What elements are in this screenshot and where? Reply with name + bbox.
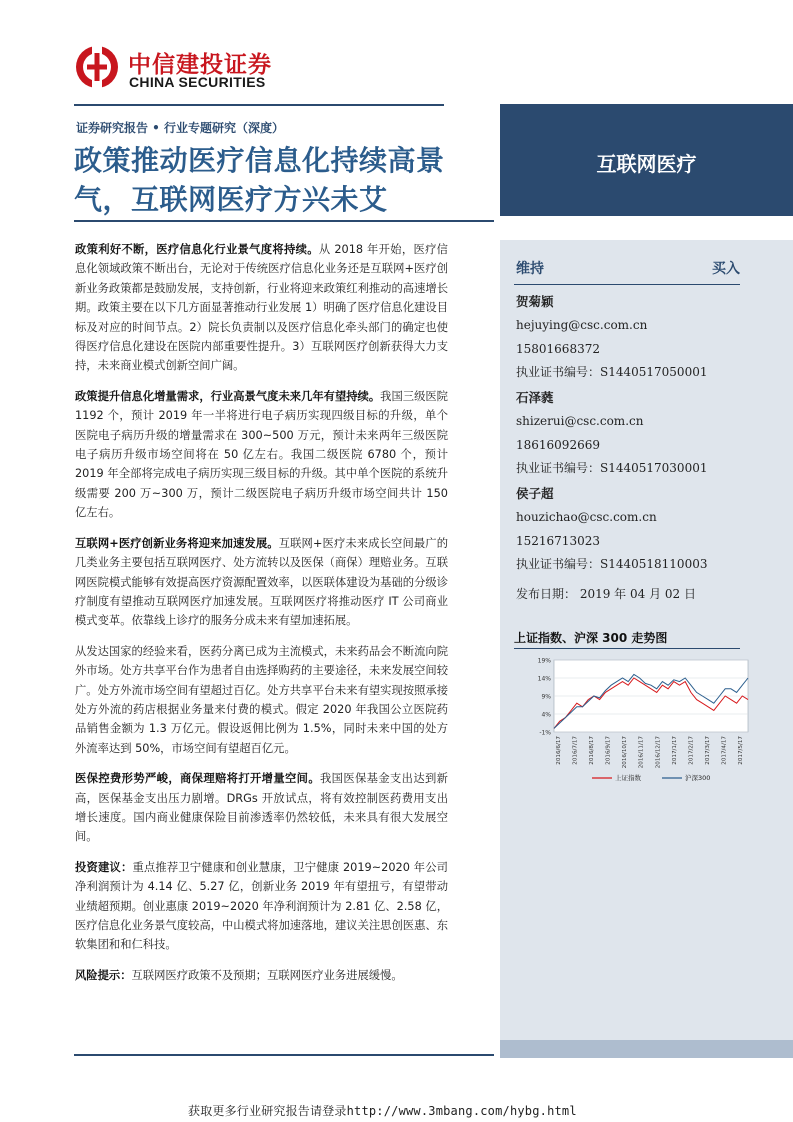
investment-advice (75, 858, 448, 955)
report-title: 政策推动医疗信息化持续高景气，互联网医疗方兴未艾 (74, 144, 445, 216)
sector-banner (500, 104, 793, 216)
paragraph-text: 从 2018 年开始，医疗信息化领域政策不断出台，无论对于传统医疗信息化业务还是互联网+医疗创新业务政策都是鼓励发展，支持创新，行业将迎来政策红利推动的高速增长期。政策主要在以下几方面显著推动行业发展 1）明确了医疗信息化建设目标及对应的时间节点。2）院长负责制以及医疗信息化牵头部门的确定也使得医疗信息化建设在医院内部重要性提升。3）互联网医疗创新获得大力支持，未来商业模式创新空间广阔。 (75, 243, 448, 373)
analyst-cert: 执业证书编号：S1440517030001 (516, 461, 708, 476)
sidebar-footer-band (500, 1040, 793, 1058)
analyst-name: 贺菊颖 (516, 294, 554, 309)
paragraph-text: 我国三级医院 1192 个，预计 2019 年一半将进行电子病历实现四级目标的升级，单个医院电子病历升级的增量需求在 300~500 万元，预计未来两年三级医院电子病历升级市场空间将在 50 亿左右。我国二级医院 6780 个，预计 2019 年全部将完成电子病历实现三级目标的升级。其中单个医院的系统升级需要 200 万~300 万，预计二级医院电子病历升级市场空间共计 150 亿左右。 (75, 389, 448, 520)
paragraph-lead: 互联网+医疗创新业务将迎来加速发展。 (75, 536, 279, 550)
chart-x-tick-label: 2016/10/17 (622, 736, 629, 769)
paragraph-lead: 风险提示： (75, 968, 132, 982)
analyst-email[interactable]: shizerui@csc.com.cn (516, 414, 644, 428)
analyst-phone: 15801668372 (516, 341, 600, 356)
summary-paragraph (75, 534, 448, 631)
chart-x-tick-label: 2016/8/17 (589, 736, 596, 765)
rating (514, 256, 740, 281)
summary-paragraph (75, 240, 448, 376)
paragraph-text: 互联网+医疗未来成长空间最广的几类业务主要包括互联网医疗、处方流转以及医保（商保）理赔业务。互联网医院模式能够有效提高医疗资源配置效率，以医联体建设为基础的分级诊疗制度有望推动互联网医疗加速发展。互联网医疗将推动医疗 IT 公司商业模式变革。依靠线上诊疗的服务分成未来有望加速拓展。 (75, 536, 448, 628)
analyst-name: 石泽蕤 (516, 390, 554, 405)
summary-paragraph (75, 387, 448, 523)
chart-y-tick-label: 9% (541, 693, 551, 701)
chart-x-tick-label: 2016/6/17 (556, 736, 562, 765)
chart-y-tick-label: 4% (541, 711, 551, 719)
rating-current: 买入 (712, 261, 740, 277)
paragraph-text: 重点推荐卫宁健康和创业慧康，卫宁健康 2019~2020 年公司净利润预计为 4.14 亿、5.27 亿，创新业务 2019 年有望扭亏，有望带动业绩超预期。创业惠康 2019~2020 年净利润预计为 2.81 亿、2.58 亿，医疗信息化业务景气度较高，中山模式将加速落地，建议关注思创医惠、东软集团和和仁科技。 (75, 860, 448, 952)
citic-logo-icon (74, 44, 120, 90)
header-rule (74, 104, 444, 106)
report-summary (75, 240, 448, 996)
paragraph-text: 互联网医疗政策不及预期；互联网医疗业务进展缓慢。 (131, 968, 403, 982)
paragraph-text: 我国医保基金支出达到新高，医保基金支出压力剧增。DRGs 开放试点，将有效控制医药费用支出增长速度。国内商业健康保险目前渗透率仍然较低，未来具有很大发展空间。 (75, 772, 448, 844)
analyst-cert: 执业证书编号：S1440517050001 (516, 365, 708, 380)
brand-logo (74, 44, 284, 94)
sector-label: 互联网医疗 (596, 152, 697, 176)
chart-title: 上证指数、沪深 300 走势图 (514, 631, 668, 645)
analyst-email[interactable]: houzichao@csc.com.cn (516, 510, 657, 524)
brand-name-en: CHINA SECURITIES (129, 74, 266, 90)
chart-x-tick-label: 2017/2/17 (688, 736, 695, 765)
paragraph-lead: 政策利好不断，医疗信息化行业景气度将持续。 (75, 243, 319, 256)
risk-warning (75, 966, 448, 985)
analyst-phone: 18616092669 (516, 437, 600, 452)
chart-y-tick-label: 19% (537, 657, 551, 665)
rating-previous: 维持 (516, 261, 544, 277)
analyst-email[interactable]: hejuying@csc.com.cn (516, 318, 648, 332)
chart-x-tick-label: 2016/12/17 (655, 736, 662, 769)
analyst-card (516, 289, 756, 385)
analyst-card (516, 481, 756, 577)
chart-x-tick-label: 2016/7/17 (572, 736, 579, 765)
chart-x-tick-label: 2017/4/17 (721, 736, 728, 765)
summary-paragraph (75, 642, 448, 758)
rating-rule (514, 284, 740, 285)
chart-rule (514, 648, 740, 649)
brand-name-cn: 中信建投证券 (128, 52, 272, 78)
chart-y-tick-label: 14% (537, 675, 551, 683)
paragraph-text: 从发达国家的经验来看，医药分离已成为主流模式，未来药品会不断流向院外市场。处方共享平台作为患者自由选择购药的主要途径，未来发展空间较广。处方外流市场空间有望超过百亿。处方共享平台未来有望实现按照承接处方外流的药店根据业务量来付费的模式。假定 2020 年我国公立医院药品销售金额为 1.3 万亿元。假设返佣比例为 1.5%，同时未来中国的处方外流率达到 50%，市场空间有望超百亿元。 (75, 644, 448, 755)
analyst-name: 侯子超 (516, 486, 554, 501)
chart-x-tick-label: 2016/11/17 (638, 736, 645, 769)
chart-legend-label: 沪深300 (685, 774, 711, 782)
analyst-card (516, 385, 756, 481)
paragraph-lead: 投资建议： (75, 860, 133, 874)
title-rule (74, 220, 494, 222)
analyst-phone: 15216713023 (516, 533, 600, 548)
summary-paragraph (75, 769, 448, 847)
footer-link[interactable]: 获取更多行业研究报告请登录http://www.3mbang.com/hybg.html (188, 1104, 577, 1118)
chart-x-tick-label: 2017/5/17 (738, 736, 744, 765)
publish-date: 发布日期： 2019 年 04 月 02 日 (516, 587, 696, 601)
index-trend-chart (512, 652, 752, 788)
analyst-cert: 执业证书编号：S1440518110003 (516, 557, 708, 572)
footer-rule (74, 1054, 494, 1056)
report-type: 证券研究报告 • 行业专题研究（深度） (76, 121, 285, 135)
chart-x-tick-label: 2017/1/17 (671, 736, 678, 765)
chart-y-tick-label: -1% (539, 729, 551, 737)
chart-x-tick-label: 2016/9/17 (605, 736, 612, 765)
chart-legend-label: 上证指数 (615, 774, 641, 782)
paragraph-lead: 医保控费形势严峻，商保理赔将打开增量空间。 (75, 772, 321, 786)
paragraph-lead: 政策提升信息化增量需求，行业高景气度未来几年有望持续。 (75, 389, 381, 403)
chart-x-tick-label: 2017/3/17 (704, 736, 711, 765)
